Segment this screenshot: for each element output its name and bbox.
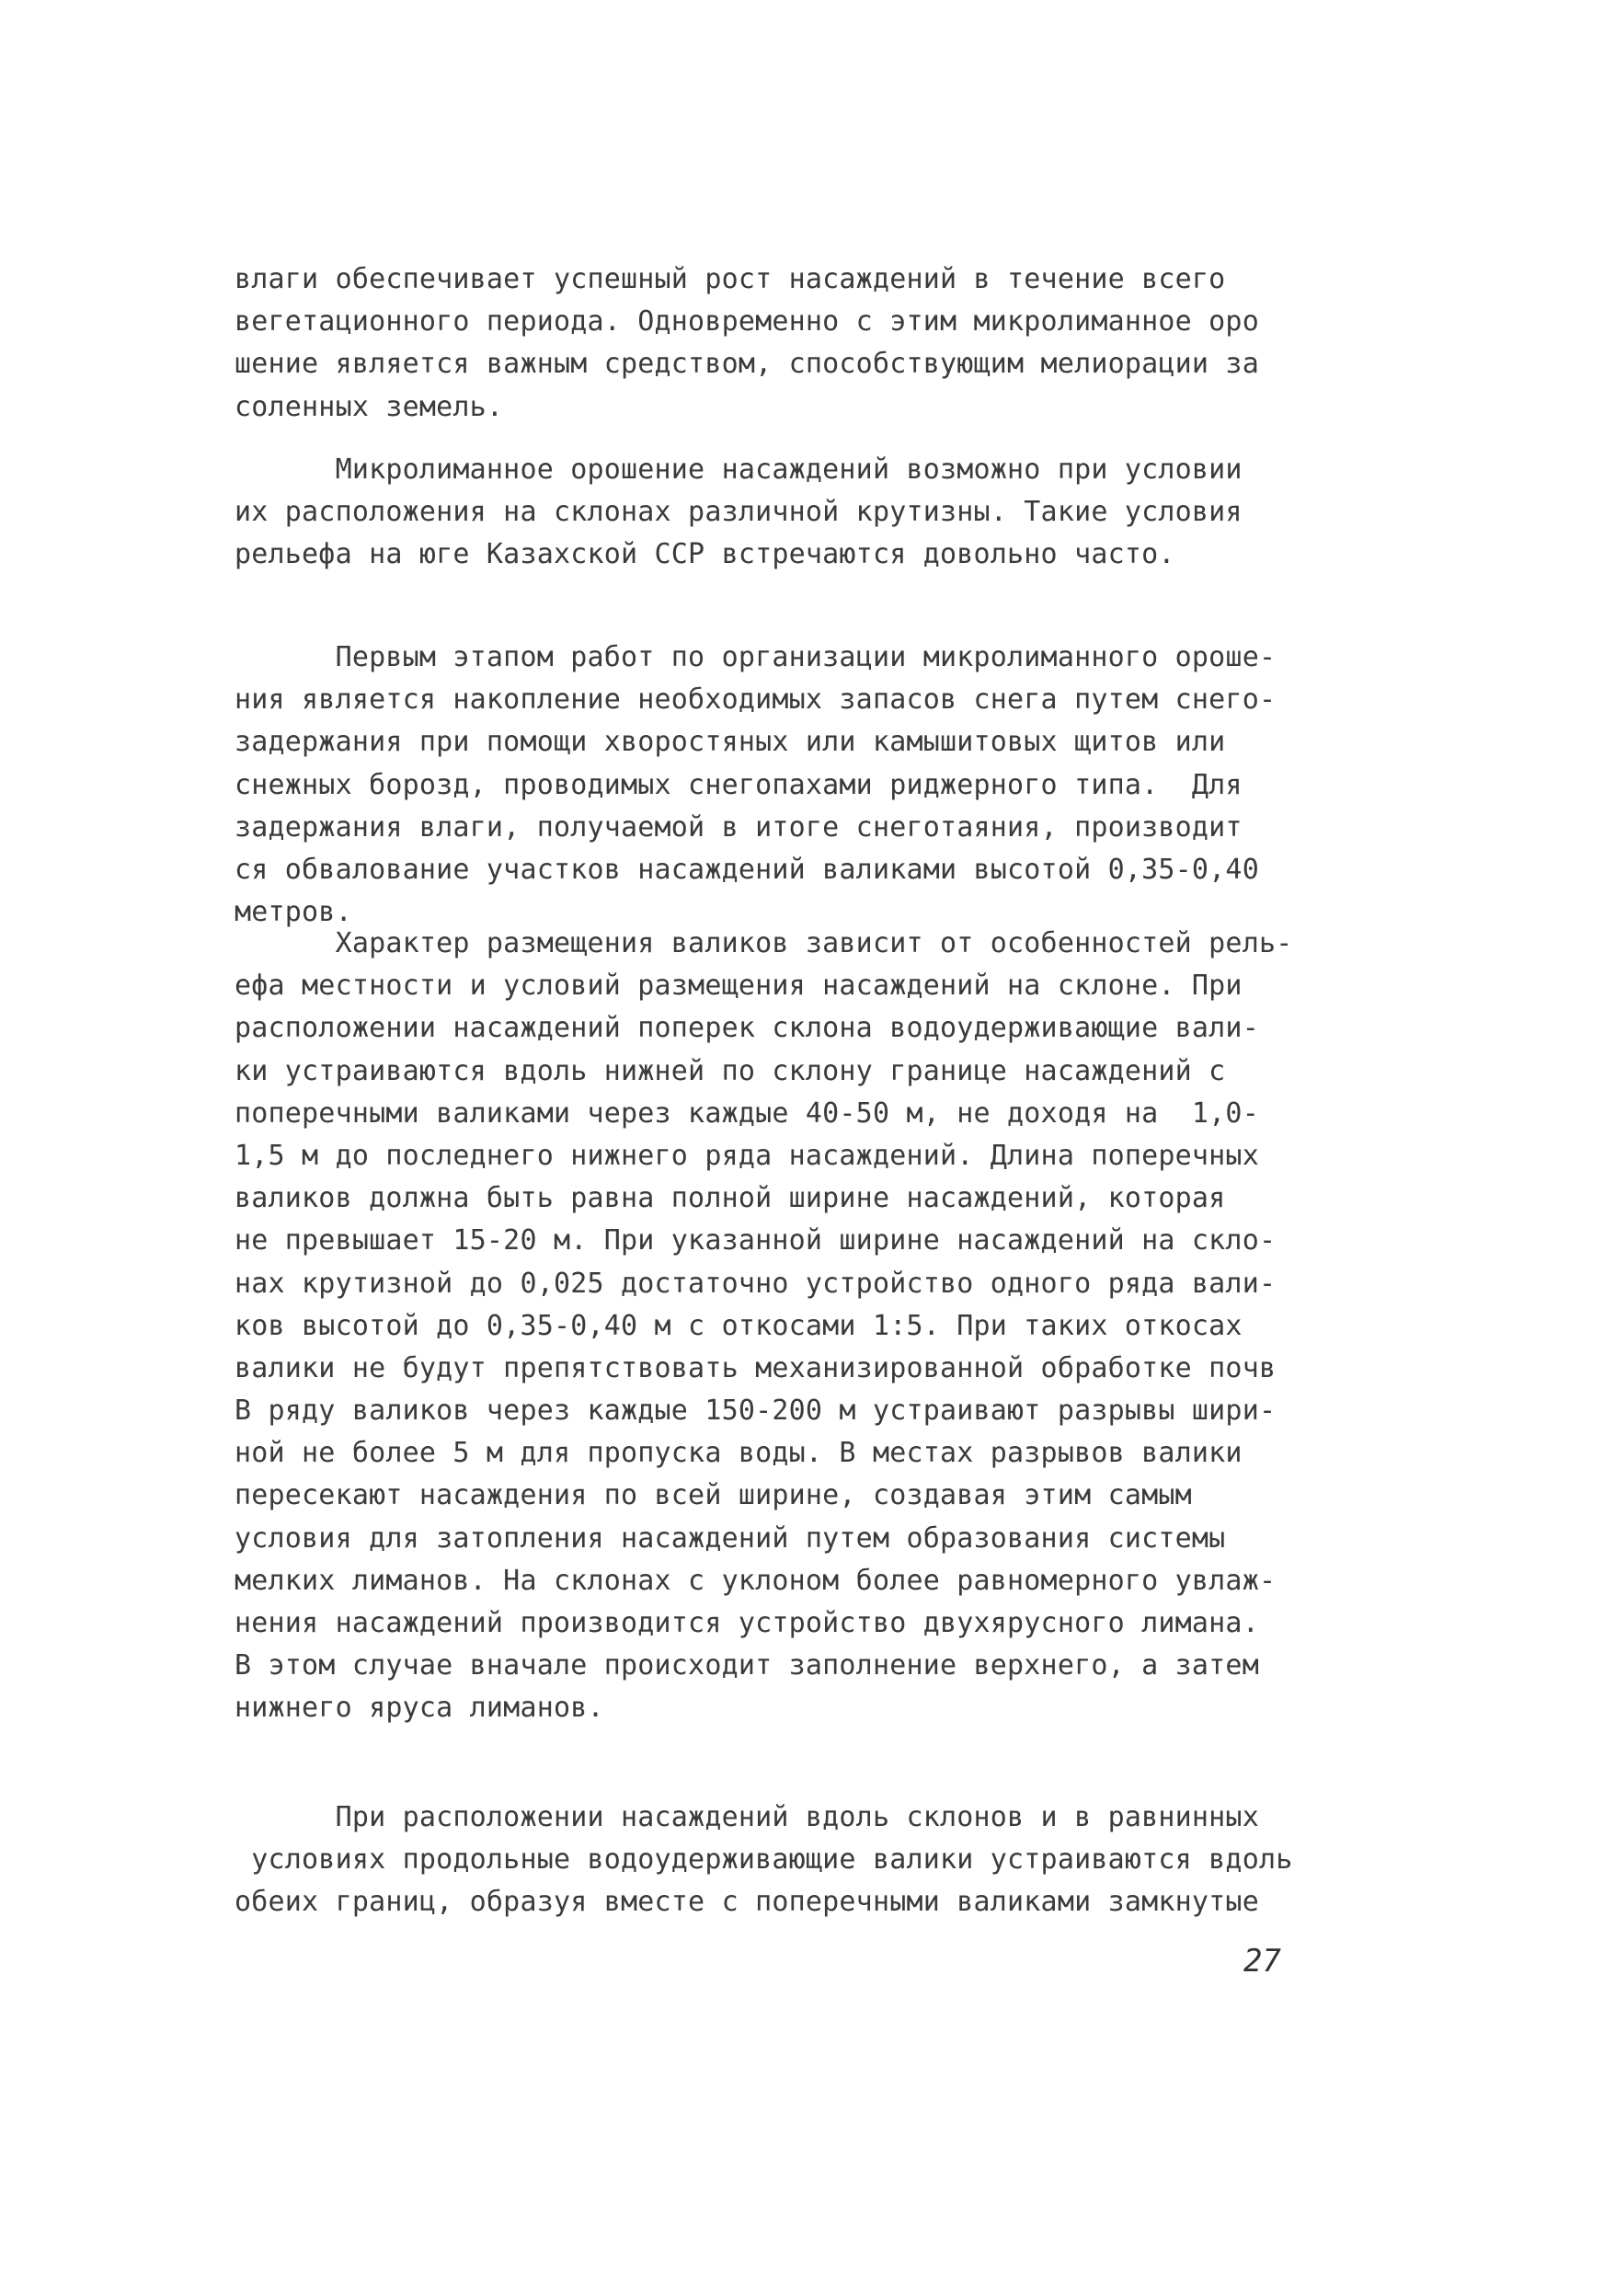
text-line: валики не будут препятствовать механизированной обработке почв [235,1351,1277,1384]
text-line: При расположении насаждений вдоль склонов и в равнинных [235,1801,1259,1833]
text-line: 1,5 м до последнего нижнего ряда насаждений. Длина поперечных [235,1139,1259,1172]
text-line: валиков должна быть равна полной ширине насаждений, которая [235,1182,1226,1215]
text-line: задержания при помощи хворостяных или камышитовых щитов или [235,726,1226,759]
text-line: ся обвалование участков насаждений валиками высотой 0,35-0,40 [235,853,1259,886]
text-line: обеих границ, образуя вместе с поперечными валиками замкнутые [235,1886,1259,1919]
paragraph-1 [235,258,1375,429]
text-line: мелких лиманов. На склонах с уклоном более равномерного увлаж- [235,1564,1277,1597]
text-line: нижнего яруса лиманов. [235,1692,604,1725]
text-line: условия для затопления насаждений путем образования системы [235,1521,1226,1555]
paragraph-5 [235,1797,1375,1924]
paragraph-4 [235,923,1375,1730]
text-line: шение является важным средством, способствующим мелиорации за [235,348,1259,381]
text-line: Характер размещения валиков зависит от особенностей рель- [235,927,1293,959]
text-line: снежных борозд, проводимых снегопахами риджерного типа. Для [235,768,1243,801]
text-line: нения насаждений производится устройство двухярусного лимана. [235,1607,1259,1639]
text-line: задержания влаги, получаемой в итоге снеготаяния, производит [235,810,1243,844]
text-line: ния является накопление необходимых запасов снега путем снего- [235,683,1277,717]
text-line: Микролиманное орошение насаждений возможно при условии [235,453,1243,486]
page-number: 27 [1243,1943,1281,1980]
text-line: поперечными валиками через каждые 40-50 м, не доходя на 1,0- [235,1096,1259,1130]
text-line: условиях продольные водоудерживающие валики устраиваются вдоль [235,1843,1293,1877]
text-line: Первым этапом работ по организации микролиманного ороше- [235,641,1277,673]
text-line: их расположения на склонах различной крутизны. Такие условия [235,496,1243,529]
text-line: ной не более 5 м для пропуска воды. В местах разрывов валики [235,1437,1243,1470]
text-line: ков высотой до 0,35-0,40 м с откосами 1:5. При таких откосах [235,1309,1243,1342]
text-line: соленных земель. [235,390,504,423]
text-line: В ряду валиков через каждые 150-200 м устраивают разрывы шири- [235,1395,1277,1428]
text-line: вегетационного периода. Одновременно с этим микролиманное оро [235,305,1259,339]
text-line: ки устраиваются вдоль нижней по склону границе насаждений с [235,1054,1226,1087]
text-line: нах крутизной до 0,025 достаточно устройство одного ряда вали- [235,1267,1277,1300]
text-line: не превышает 15-20 м. При указанной ширине насаждений на скло- [235,1224,1277,1257]
text-line: метров. [235,896,352,929]
text-line: расположении насаждений поперек склона водоудерживающие вали- [235,1012,1259,1045]
text-line: ефа местности и условий размещения насаждений на склоне. При [235,970,1243,1003]
text-line: В этом случае вначале происходит заполнение верхнего, а затем [235,1649,1259,1682]
text-line: рельефа на юге Казахской ССР встречаются довольно часто. [235,538,1175,571]
text-line: пересекают насаждения по всей ширине, создавая этим самым [235,1479,1192,1512]
text-line: влаги обеспечивает успешный рост насаждений в течение всего [235,263,1226,295]
paragraph-2 [235,449,1375,577]
paragraph-3 [235,637,1375,934]
